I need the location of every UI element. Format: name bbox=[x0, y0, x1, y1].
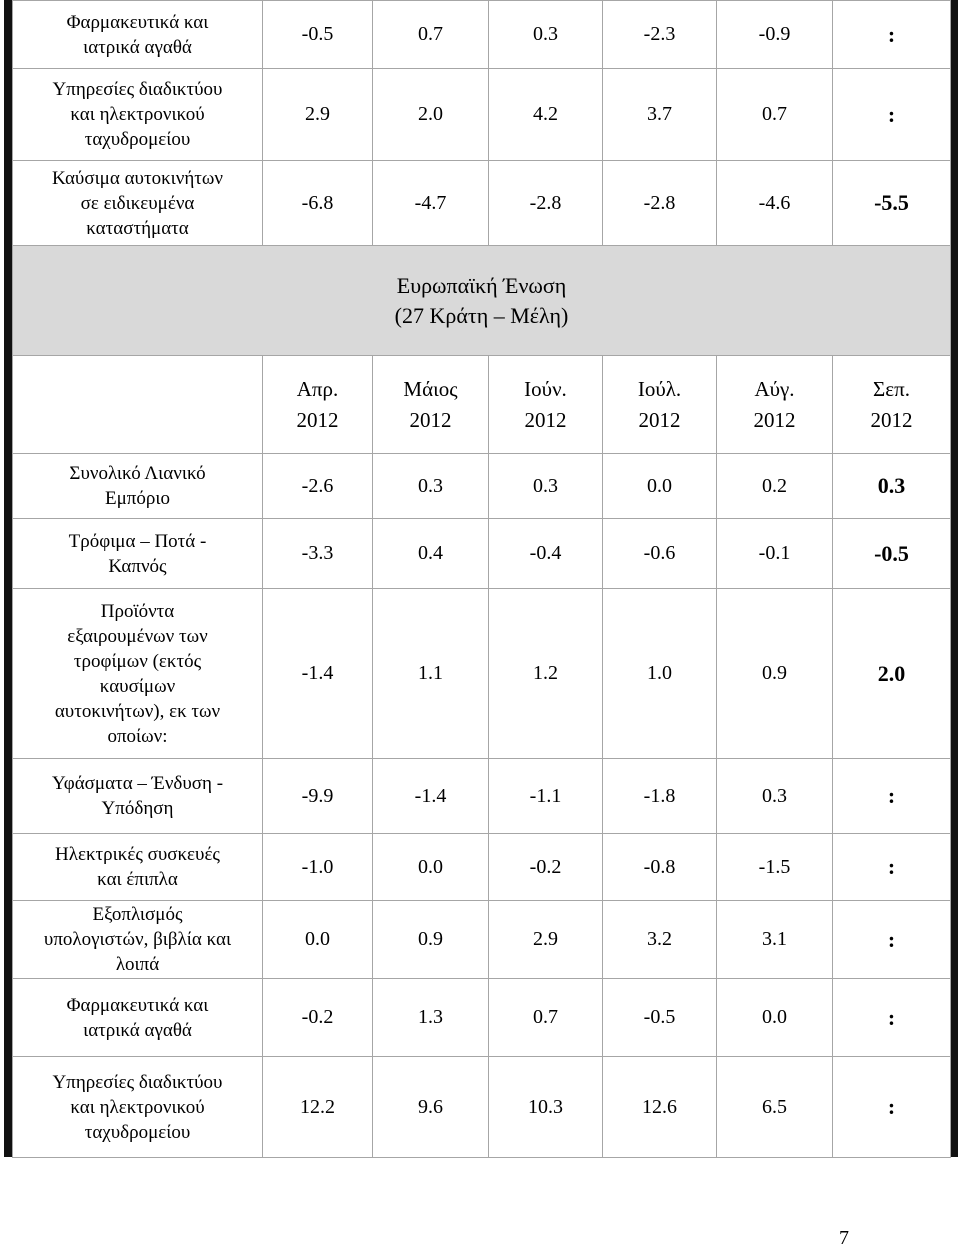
column-header: Απρ. 2012 bbox=[263, 356, 373, 454]
value-cell: 1.0 bbox=[603, 589, 717, 759]
value-cell: 0.4 bbox=[373, 519, 489, 589]
table-row bbox=[13, 901, 951, 979]
row-label: Εξοπλισμός υπολογιστών, βιβλία και λοιπά bbox=[13, 901, 263, 979]
value-cell: 2.9 bbox=[263, 69, 373, 161]
table-row bbox=[13, 979, 951, 1057]
value-cell: 3.7 bbox=[603, 69, 717, 161]
row-label: Υπηρεσίες διαδικτύου και ηλεκτρονικού ταχυδρομείου bbox=[13, 69, 263, 161]
value-cell-latest: : bbox=[833, 901, 951, 979]
section-header-row bbox=[13, 246, 951, 356]
table-row bbox=[13, 1, 951, 69]
value-cell: 0.2 bbox=[717, 454, 833, 519]
value-cell-latest: : bbox=[833, 759, 951, 834]
value-cell: -1.5 bbox=[717, 834, 833, 901]
value-cell: 1.3 bbox=[373, 979, 489, 1057]
page-number: 7 bbox=[839, 1227, 849, 1249]
value-cell: 12.2 bbox=[263, 1057, 373, 1158]
row-label: Συνολικό Λιανικό Εμπόριο bbox=[13, 454, 263, 519]
value-cell-latest: : bbox=[833, 834, 951, 901]
value-cell: -1.4 bbox=[373, 759, 489, 834]
column-header-row bbox=[13, 356, 951, 454]
value-cell: 0.9 bbox=[373, 901, 489, 979]
value-cell: -1.1 bbox=[489, 759, 603, 834]
value-cell: -6.8 bbox=[263, 161, 373, 246]
value-cell: 12.6 bbox=[603, 1057, 717, 1158]
column-header: Ιούν. 2012 bbox=[489, 356, 603, 454]
value-cell-latest: : bbox=[833, 1057, 951, 1158]
value-cell: 9.6 bbox=[373, 1057, 489, 1158]
value-cell: -3.3 bbox=[263, 519, 373, 589]
value-cell: 0.9 bbox=[717, 589, 833, 759]
row-label: Φαρμακευτικά και ιατρικά αγαθά bbox=[13, 979, 263, 1057]
value-cell: 0.3 bbox=[373, 454, 489, 519]
value-cell: 0.0 bbox=[603, 454, 717, 519]
table-row bbox=[13, 759, 951, 834]
value-cell: 0.7 bbox=[489, 979, 603, 1057]
value-cell: -0.5 bbox=[603, 979, 717, 1057]
value-cell-latest: 2.0 bbox=[833, 589, 951, 759]
value-cell: 1.2 bbox=[489, 589, 603, 759]
empty-header-cell bbox=[13, 356, 263, 454]
value-cell: -0.1 bbox=[717, 519, 833, 589]
value-cell: 0.7 bbox=[373, 1, 489, 69]
table-row bbox=[13, 161, 951, 246]
value-cell: -0.6 bbox=[603, 519, 717, 589]
row-label: Υφάσματα – Ένδυση - Υπόδηση bbox=[13, 759, 263, 834]
column-header: Ιούλ. 2012 bbox=[603, 356, 717, 454]
value-cell: -2.8 bbox=[489, 161, 603, 246]
row-label: Καύσιμα αυτοκινήτων σε ειδικευμένα καταστήματα bbox=[13, 161, 263, 246]
value-cell: 0.3 bbox=[717, 759, 833, 834]
column-header: Σεπ. 2012 bbox=[833, 356, 951, 454]
value-cell: 10.3 bbox=[489, 1057, 603, 1158]
row-label: Ηλεκτρικές συσκευές και έπιπλα bbox=[13, 834, 263, 901]
table-row bbox=[13, 519, 951, 589]
value-cell: -0.2 bbox=[263, 979, 373, 1057]
value-cell: 0.3 bbox=[489, 454, 603, 519]
value-cell: -2.6 bbox=[263, 454, 373, 519]
value-cell-latest: : bbox=[833, 1, 951, 69]
row-label: Υπηρεσίες διαδικτύου και ηλεκτρονικού ταχυδρομείου bbox=[13, 1057, 263, 1158]
column-header: Αύγ. 2012 bbox=[717, 356, 833, 454]
value-cell: 3.2 bbox=[603, 901, 717, 979]
row-label: Φαρμακευτικά και ιατρικά αγαθά bbox=[13, 1, 263, 69]
table-frame bbox=[4, 0, 958, 1157]
value-cell: -1.8 bbox=[603, 759, 717, 834]
value-cell: -0.2 bbox=[489, 834, 603, 901]
value-cell: 0.7 bbox=[717, 69, 833, 161]
table-row bbox=[13, 834, 951, 901]
table-row bbox=[13, 69, 951, 161]
value-cell-latest: : bbox=[833, 69, 951, 161]
table-row bbox=[13, 589, 951, 759]
value-cell: 1.1 bbox=[373, 589, 489, 759]
value-cell: -0.8 bbox=[603, 834, 717, 901]
value-cell: -4.6 bbox=[717, 161, 833, 246]
value-cell: 6.5 bbox=[717, 1057, 833, 1158]
value-cell: 4.2 bbox=[489, 69, 603, 161]
value-cell: 0.0 bbox=[263, 901, 373, 979]
table-row bbox=[13, 454, 951, 519]
value-cell: -0.4 bbox=[489, 519, 603, 589]
value-cell: -9.9 bbox=[263, 759, 373, 834]
value-cell-latest: 0.3 bbox=[833, 454, 951, 519]
value-cell-latest: -0.5 bbox=[833, 519, 951, 589]
value-cell: 0.3 bbox=[489, 1, 603, 69]
section-title: Ευρωπαϊκή Ένωση (27 Κράτη – Μέλη) bbox=[13, 246, 951, 356]
value-cell-latest: : bbox=[833, 979, 951, 1057]
value-cell-latest: -5.5 bbox=[833, 161, 951, 246]
table-row bbox=[13, 1057, 951, 1158]
value-cell: -0.9 bbox=[717, 1, 833, 69]
row-label: Τρόφιμα – Ποτά - Καπνός bbox=[13, 519, 263, 589]
row-label: Προϊόντα εξαιρουμένων των τροφίμων (εκτός καυσίμων αυτοκινήτων), εκ των οποίων: bbox=[13, 589, 263, 759]
value-cell: 2.0 bbox=[373, 69, 489, 161]
value-cell: -1.4 bbox=[263, 589, 373, 759]
column-header: Μάιος 2012 bbox=[373, 356, 489, 454]
value-cell: 0.0 bbox=[717, 979, 833, 1057]
value-cell: 0.0 bbox=[373, 834, 489, 901]
value-cell: 3.1 bbox=[717, 901, 833, 979]
value-cell: -2.3 bbox=[603, 1, 717, 69]
value-cell: -4.7 bbox=[373, 161, 489, 246]
value-cell: -2.8 bbox=[603, 161, 717, 246]
value-cell: -0.5 bbox=[263, 1, 373, 69]
value-cell: -1.0 bbox=[263, 834, 373, 901]
value-cell: 2.9 bbox=[489, 901, 603, 979]
retail-trade-table bbox=[12, 0, 951, 1158]
